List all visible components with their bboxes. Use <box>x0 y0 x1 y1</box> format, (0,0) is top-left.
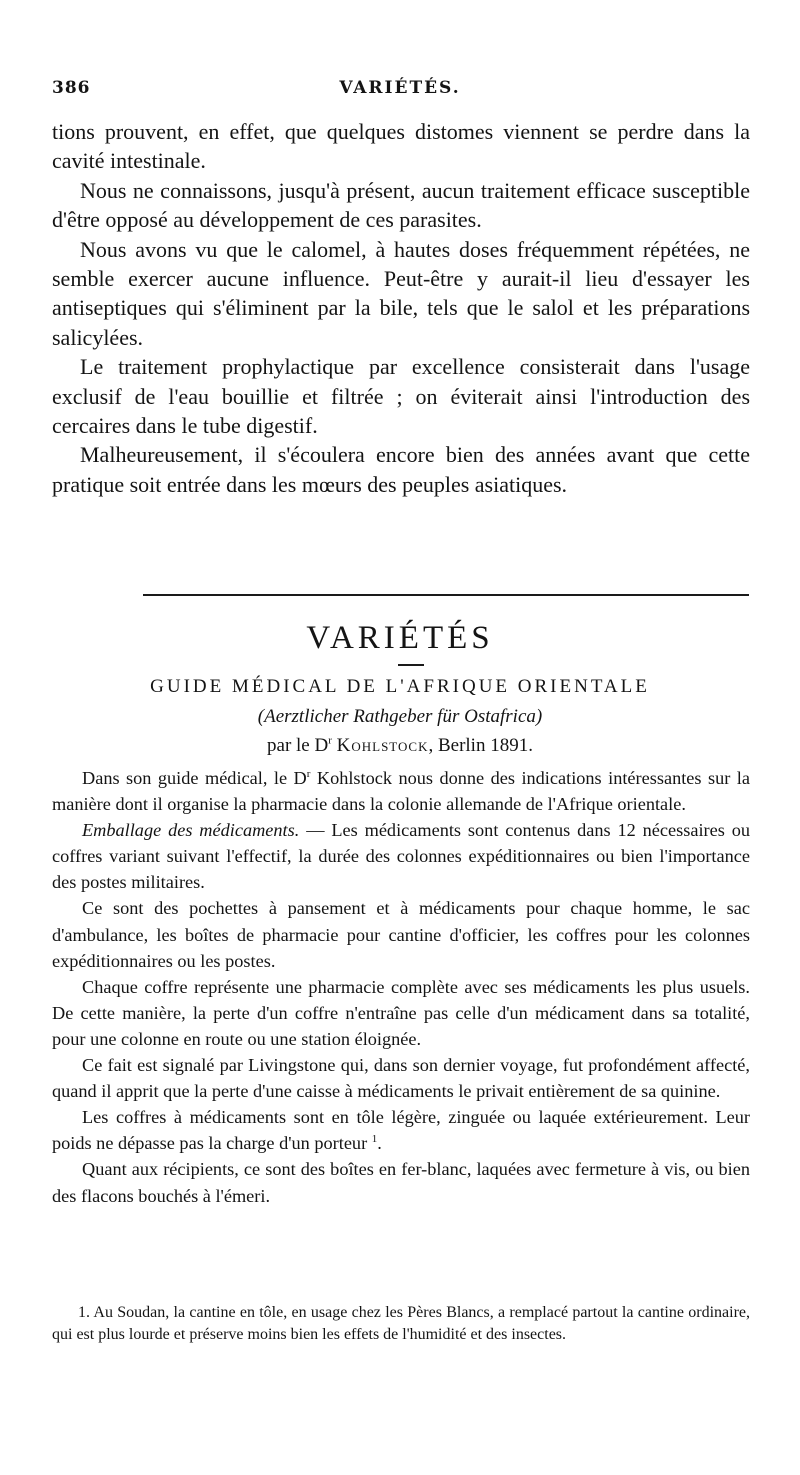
article-body <box>52 765 750 1209</box>
byline-sup: r <box>328 734 332 747</box>
article-subtitle: (Aerztlicher Rathgeber für Ostafrica) <box>257 706 543 727</box>
article-byline <box>0 735 800 757</box>
paragraph: Quant aux récipients, ce sont des boîtes en fer-blanc, laquées avec fermeture à vis, ou bien des flacons bouchés à l'émeri. <box>52 1159 750 1206</box>
p1-sup: r <box>306 767 311 780</box>
paragraph: Chaque coffre représente une pharmacie complète avec ses médicaments les plus usuels. De cette manière, la perte d'un coffre n'entraîne pas celle d'un médicament dans sa totalité, pour une colonne en route ou une station éloignée. <box>52 976 750 1049</box>
paragraph <box>52 1104 750 1156</box>
p6-end: . <box>377 1133 382 1154</box>
footnote <box>52 1302 750 1346</box>
paragraph: Le traitement prophylactique par excellence consisterait dans l'usage exclusif de l'eau bouillie et filtrée ; on éviterait ainsi l'introduction des cercaires dans le tube digestif. <box>52 354 750 439</box>
byline-author: Kohlstock <box>336 735 429 756</box>
paragraph: tions prouvent, en effet, que quelques distomes viennent se perdre dans la cavité intestinale. <box>52 119 750 174</box>
section-title: VARIÉTÉS <box>306 620 494 656</box>
previous-article-text <box>52 117 750 499</box>
page-header <box>52 78 748 104</box>
paragraph: Ce sont des pochettes à pansement et à médicaments pour chaque homme, le sac d'ambulance, les boîtes de pharmacie pour cantine d'officier, les coffres pour les colonnes expéditionnaires ou les postes. <box>52 898 750 971</box>
paragraph: Ce fait est signalé par Livingstone qui, dans son dernier voyage, fut profondément affecté, quand il apprit que la perte d'une caisse à médicaments le privait entièrement de sa quinine. <box>52 1055 750 1102</box>
paragraph: Nous avons vu que le calomel, à hautes doses fréquemment répétées, ne semble exercer aucune influence. Peut-être y aurait-il lieu d'essayer les antiseptiques qui s'éliminent par la bile, tels que le salol et les préparations salicylées. <box>52 236 750 350</box>
page-number: 386 <box>52 78 91 98</box>
p2-italic-heading: Emballage des médicaments. <box>82 820 300 841</box>
p2-rest: — Les médicaments sont contenus dans 12 nécessaires ou coffres variant suivant l'effectif, la durée des colonnes expéditionnaires ou bien l'importance des postes militaires. <box>52 820 750 893</box>
paragraph <box>52 765 750 817</box>
p1-prefix: Dans son guide médical, le D <box>82 768 307 788</box>
footnote-text: 1. Au Soudan, la cantine en tôle, en usage chez les Pères Blancs, a remplacé partout la cantine ordinaire, qui est plus lourde et préserve moins bien les effets de l'humidité et des insectes. <box>52 1304 750 1343</box>
title-dash <box>398 664 424 666</box>
p1-rest: Kohlstock nous donne des indications intéressantes sur la manière dont il organise la pharmacie dans la colonie allemande de l'Afrique orientale. <box>52 768 750 815</box>
p6-text: Les coffres à médicaments sont en tôle légère, zinguée ou laquée extérieurement. Leur poids ne dépasse pas la charge d'un porteur <box>52 1107 750 1154</box>
paragraph <box>52 817 750 895</box>
section-divider <box>143 594 749 596</box>
paragraph: Nous ne connaissons, jusqu'à présent, aucun traitement efficace susceptible d'être opposé au développement de ces parasites. <box>52 177 750 233</box>
byline-suffix: , Berlin 1891. <box>428 735 533 756</box>
footnote-ref: 1 <box>371 1133 378 1146</box>
byline-prefix: par le D <box>267 735 329 756</box>
article-title: GUIDE MÉDICAL DE L'AFRIQUE ORIENTALE <box>150 676 650 697</box>
running-title: VARIÉTÉS. <box>339 78 461 98</box>
paragraph: Malheureusement, il s'écoulera encore bien des années avant que cette pratique soit entrée dans les mœurs des peuples asiatiques. <box>52 442 750 497</box>
